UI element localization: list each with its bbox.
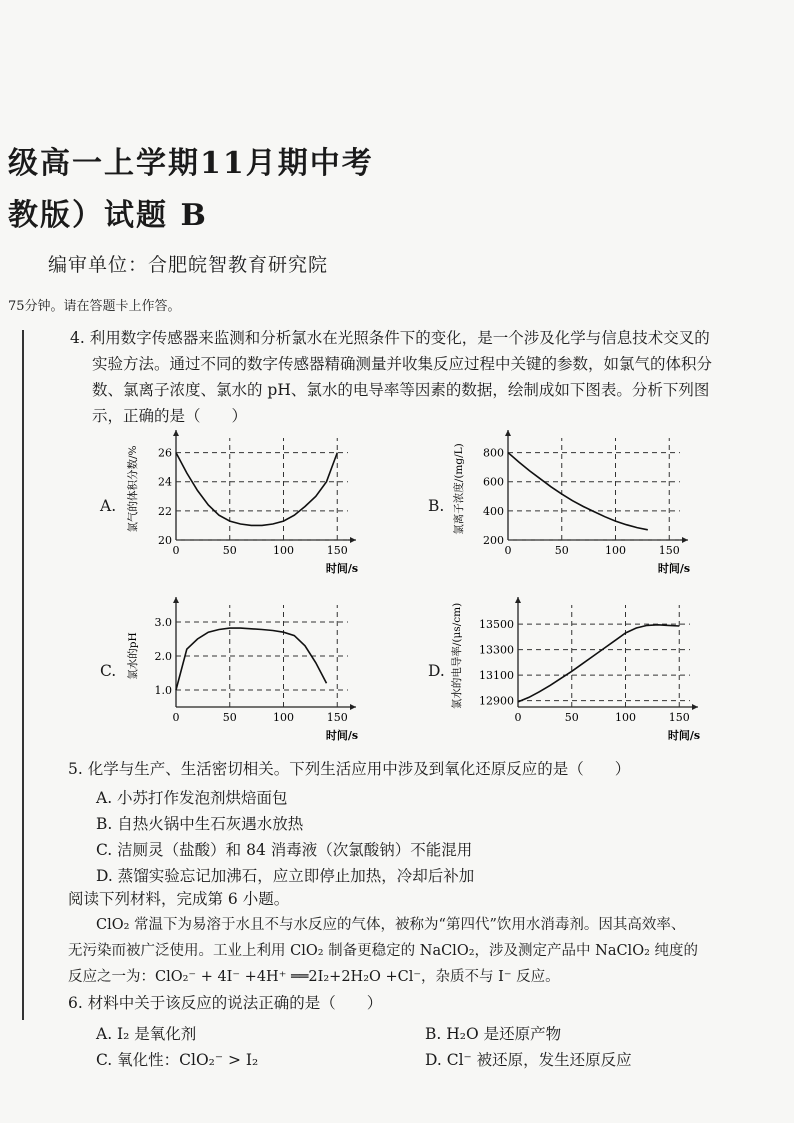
q6-option-d: D. Cl⁻ 被还原，发生还原反应 [425, 1051, 632, 1069]
q4-line1: 4. 利用数字传感器来监测和分析氯水在光照条件下的变化，是一个涉及化学与信息技术交叉的 [70, 329, 710, 347]
y-tick-label: 13100 [479, 669, 514, 683]
y-axis-arrow [173, 430, 179, 436]
x-tick-label: 50 [222, 711, 237, 724]
y-tick-label: 22 [158, 504, 172, 518]
y-tick-label: 26 [158, 446, 172, 460]
q6-option-b: B. H₂O 是还原产物 [425, 1025, 562, 1043]
chart-d-label: D. [428, 662, 445, 680]
chart-c [120, 595, 360, 750]
y-axis-label: 氯水的电导率/(μs/cm) [451, 602, 463, 710]
y-tick-label: 400 [483, 504, 504, 518]
x-axis-arrow [682, 537, 688, 543]
x-axis-arrow [350, 704, 356, 710]
exam-title-line1: 级高一上学期11月期中考 [8, 146, 374, 181]
chart-b-label: B. [428, 497, 445, 515]
q5-option-b: B. 自热火锅中生石灰遇水放热 [96, 815, 304, 833]
q6-option-c: C. 氧化性：ClO₂⁻ > I₂ [96, 1051, 259, 1069]
x-tick-label: 0 [514, 711, 522, 724]
y-tick-label: 800 [483, 446, 504, 460]
x-tick-label: 50 [222, 544, 237, 557]
q6-option-a: A. I₂ 是氧化剂 [96, 1025, 197, 1043]
y-axis-label: 氯水的pH [127, 632, 139, 680]
x-tick-label: 0 [172, 711, 180, 724]
y-axis-label: 氯离子浓度/(mg/L) [453, 443, 465, 535]
q5-option-d: D. 蒸馏实验忘记加沸石，应立即停止加热，冷却后补加 [96, 867, 475, 885]
time-note: 75分钟。请在答题卡上作答。 [8, 299, 181, 314]
exam-title-line2: 教版）试题 B [8, 198, 208, 233]
y-tick-label: 13300 [479, 643, 514, 657]
y-axis-label: 氯气的体积分数/% [127, 445, 139, 533]
x-tick-label: 150 [326, 711, 348, 724]
q5-stem: 5. 化学与生产、生活密切相关。下列生活应用中涉及到氧化还原反应的是（ ） [68, 760, 631, 778]
y-tick-label: 13500 [479, 618, 514, 632]
x-tick-label: 100 [605, 544, 626, 557]
margin-line [22, 330, 24, 1020]
chart-c-label: C. [100, 662, 117, 680]
data-curve [508, 453, 648, 530]
material-p2: 无污染而被广泛使用。工业上利用 ClO₂ 制备更稳定的 NaClO₂，涉及测定产品中 NaClO₂ 纯度的 [68, 943, 699, 959]
x-axis-arrow [692, 704, 698, 710]
y-tick-label: 200 [483, 534, 504, 547]
x-tick-label: 100 [273, 544, 294, 557]
x-tick-label: 100 [273, 711, 294, 724]
material-p1: ClO₂ 常温下为易溶于水且不与水反应的气体，被称为“第四代”饮用水消毒剂。因其高效率、 [96, 917, 686, 933]
y-axis-arrow [515, 597, 521, 603]
material-p3: 反应之一为：ClO₂⁻ + 4I⁻ +4H⁺ ══2I₂+2H₂O +Cl⁻，杂质不与 I⁻ 反应。 [68, 969, 560, 985]
data-curve [176, 453, 337, 526]
y-tick-label: 24 [158, 475, 172, 489]
data-curve [176, 628, 327, 690]
y-tick-label: 3.0 [154, 616, 172, 629]
q4-line2: 实验方法。通过不同的数字传感器精确测量并收集反应过程中关键的参数，如氯气的体积分 [92, 355, 713, 373]
chart-a-label: A. [100, 497, 117, 515]
editor-unit: 编审单位：合肥皖智教育研究院 [48, 254, 329, 276]
x-tick-label: 0 [504, 544, 512, 557]
q4-line3: 数、氯离子浓度、氯水的 pH、氯水的电导率等因素的数据，绘制成如下图表。分析下列图 [92, 381, 710, 399]
q5-option-c: C. 洁厕灵（盐酸）和 84 消毒液（次氯酸钠）不能混用 [96, 841, 473, 859]
x-tick-label: 50 [564, 711, 579, 724]
y-tick-label: 600 [483, 475, 504, 489]
chart-d [446, 595, 701, 755]
x-axis-label: 时间/s [667, 729, 701, 742]
x-tick-label: 150 [658, 544, 680, 557]
q4-line4: 示，正确的是（ ） [92, 407, 248, 425]
x-axis-arrow [350, 537, 356, 543]
data-curve [518, 625, 679, 702]
y-axis-arrow [505, 430, 511, 436]
y-axis-arrow [173, 597, 179, 603]
x-axis-label: 时间/s [325, 562, 359, 575]
x-axis-label: 时间/s [325, 729, 359, 742]
q6-stem: 6. 材料中关于该反应的说法正确的是（ ） [68, 994, 383, 1012]
y-tick-label: 20 [158, 534, 172, 547]
x-tick-label: 0 [172, 544, 180, 557]
x-tick-label: 150 [326, 544, 348, 557]
y-tick-label: 2.0 [154, 650, 172, 663]
material-intro: 阅读下列材料，完成第 6 小题。 [68, 890, 290, 908]
y-tick-label: 1.0 [154, 684, 172, 697]
y-tick-label: 12900 [479, 694, 514, 708]
chart-a [120, 428, 360, 583]
x-axis-label: 时间/s [657, 562, 691, 575]
x-tick-label: 100 [615, 711, 636, 724]
x-tick-label: 150 [668, 711, 690, 724]
chart-b [446, 428, 696, 583]
q5-option-a: A. 小苏打作发泡剂烘焙面包 [96, 789, 288, 807]
x-tick-label: 50 [554, 544, 569, 557]
